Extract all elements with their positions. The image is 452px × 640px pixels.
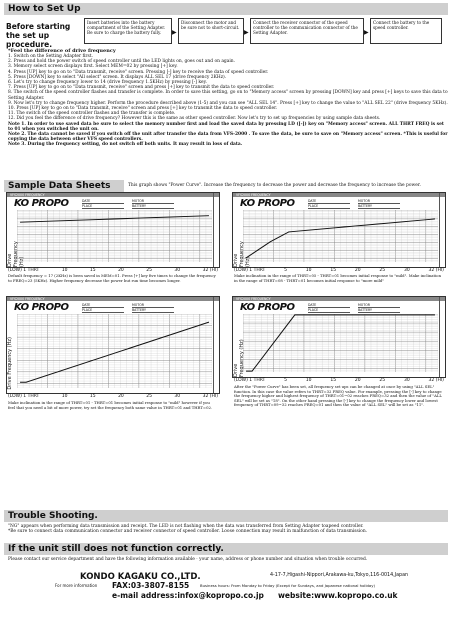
step-line: 12. Did you feel the difference of drive frequency? However this is the same as other speed controller. Now let's try to set up frequencies by using sample data sheets.: [8, 116, 381, 122]
motor-field: MOTOR: [132, 303, 174, 308]
sheet-header: VFS2000 FREQUENCY: [7, 297, 219, 301]
x-tick: 20: [118, 394, 124, 399]
before-label: Before starting the set up procedure.: [6, 22, 71, 49]
x-high-label: 32 (HI): [428, 268, 444, 273]
steps-block: [8, 48, 448, 148]
x-axis-4: [234, 378, 444, 383]
ko-propo-logo: KO PROPO: [14, 198, 69, 209]
company-name: KONDO KAGAKU CO.,LTD.: [80, 572, 201, 582]
step-line: 6. Let's try to change frequency lower to 14 (drive frequency 1.5KHz) by pressing [-] key.: [8, 80, 207, 86]
step-line: 9. Now let's try to change frequency higher. Perform the procedure described above (1-5) and you can see "ALL SEL 14". Press [+] key to change the value to "ALL SEL 22" (drive frequency 5KHz).: [8, 100, 448, 106]
step-box-2: Disconnect the motor and be sure not to short-circuit.: [178, 18, 244, 44]
feel-title: *Feel the difference of drive frequency: [8, 48, 116, 54]
y-axis-label: Drive Frequency (Hz): [7, 337, 13, 390]
x-tick: 25: [146, 268, 152, 273]
battery-field: BATTERY: [132, 308, 174, 313]
x-high-label: 32 (HI): [428, 378, 444, 383]
x-tick: 10: [305, 268, 312, 273]
website-link[interactable]: website:www.kopropo.co.uk: [278, 591, 398, 600]
step-line: 5. Press [DOWN] key to select "All select" screen. It displays ALL SEL 17 (drive frequency 2KHz).: [8, 74, 227, 80]
place-field: PLACE: [82, 308, 124, 313]
x-low-label: (LOW) 1 THRT: [8, 394, 40, 399]
x-axis-3: [8, 394, 218, 399]
battery-field: BATTERY: [358, 308, 400, 313]
x-low-label: (LOW) 1 THRT: [234, 268, 266, 273]
trouble-header: [4, 510, 448, 522]
chart-grid: [17, 210, 212, 262]
arrow-icon: ▶: [172, 29, 177, 36]
chart-sheet-1: [6, 192, 220, 268]
motor-field: MOTOR: [132, 199, 174, 204]
trouble-line: "NG" appears when performing data transmission and receipt. The LED is not flashing when the data was transferred from Setting Adapter toapeed controller.: [8, 524, 364, 529]
sample-header: [4, 180, 124, 192]
caption-3: Make inclination in the range of THRT=01 - THRT=01 becomes initial response to "mild" however if you feel that you need a bit of more power, try set the frequency both same value in THRT=01 and THRT=02.: [8, 400, 213, 410]
caption-4: After the "Power Curve" has been set, all frequency set ups can be changed at once by using "ALL SEL" function. In this case the value refers to THRT=32 FREQ value. For example, pressing the [-] key to change the frequency higher and highest frequency of THRT=01~02 reaches FREQ=32 and then the value of "ALL SEL" will be set as "18". On the other hand pressing the [-] key to change the frequency lower and lowest frequency of THRT=09~32 reaches FREQ=01 and then the value of "ALL SEL" will be set as "11".: [234, 384, 442, 408]
trouble-title: Trouble Shooting.: [8, 511, 98, 521]
x-tick: 15: [89, 394, 96, 399]
ko-propo-logo: KO PROPO: [14, 302, 69, 313]
chart-sheet-4: [232, 296, 446, 378]
howto-title: How to Set Up: [8, 4, 81, 14]
fax-number: FAX:03-3807-8155: [112, 581, 190, 590]
x-high-label: 32 (HI): [202, 268, 218, 273]
step-box-3: Connect the receiver connector of the speed controller to the communication connector of the Setting Adapter.: [250, 18, 364, 44]
freq-side-scale: [213, 193, 219, 267]
freq-side-scale: [439, 193, 445, 267]
x-tick: 25: [379, 378, 386, 383]
business-hours: Business hours: From Monday to Friday (Except for Sundays, and Japanese national holiday): [200, 583, 375, 588]
x-tick: 30: [174, 394, 181, 399]
motor-field: MOTOR: [358, 303, 400, 308]
x-tick: 25: [379, 268, 386, 273]
contact-header: [4, 543, 448, 555]
x-tick: 25: [146, 394, 152, 399]
x-tick: 20: [118, 268, 124, 273]
x-tick: 20: [354, 378, 361, 383]
step-box-4: Connect the battery to the speed controller.: [370, 18, 442, 44]
sheet-header: VFS2000 FREQUENCY: [233, 297, 445, 301]
motor-field: MOTOR: [358, 199, 400, 204]
arrow-icon: ▶: [364, 29, 369, 36]
y-axis-label: Drive Frequency (Hz): [233, 339, 245, 377]
step-line: 10. Press [UP] key to go on to "Data transmit, receive" screen and press [+] key to transmit the data to speed controller.: [8, 106, 278, 112]
step-line: 4. Press [UP] key to go on to "Data transmit, receive" screen. Pressing [-] key to receive the data of speed controller.: [8, 69, 269, 75]
trouble-block: [8, 524, 448, 534]
sheet-header: VFS2000 FREQUENCY: [7, 193, 219, 197]
chart-sheet-3: [6, 296, 220, 394]
battery-field: BATTERY: [358, 204, 400, 209]
company-address: 4-17-7,Higashi-Nippori,Arakawa-ku,Tokyo,116-0014,Japan: [270, 573, 409, 578]
contact-title: If the unit still does not function correctly.: [8, 544, 224, 554]
step-line: 7. Press [UP] key to go on to "Data transmit, receive" screen and press [+] key to transmit the data to speed controller.: [8, 85, 275, 91]
x-tick: 10: [61, 268, 68, 273]
date-field: DATE: [82, 199, 124, 204]
contact-line: Please contact our service department and have the following information available · your name, address or phone number and situation when trouble occurred.: [8, 557, 368, 562]
company-footer: [0, 568, 452, 628]
step-box-1: Insert batteries into the battery compartment of the Setting Adapter. Be sure to charge the battery fully.: [84, 18, 172, 44]
sample-intro: This graph shows "Power Curve". Increase the frequency to decrease the power and decrease the frequency to increase the power.: [128, 183, 421, 188]
ko-propo-logo: KO PROPO: [240, 302, 295, 313]
date-field: DATE: [308, 303, 350, 308]
chart-sheet-2: [232, 192, 446, 268]
step-line: 11. The switch of the speed controller flashes and the transfer is complete.: [8, 111, 176, 117]
note-line: Note 2. The data cannot be saved if you switch off the unit after transfer the data from VFS-2000 . To save the data, be sure to save on "Memory access" screen. *This is useful for copying the data between other VFS speed controllers.: [8, 132, 448, 143]
date-field: DATE: [82, 303, 124, 308]
step-line: 3. Memory select screen displays first. Select MEM=02 by pressing [+] key.: [8, 64, 178, 70]
caption-2: Make inclination in the range of THRT=05 - THRT=01 becomes initial response to "mild". Make inclination in the range of THRT=08 - THRT=01 becomes initial response to "more mild": [234, 273, 442, 283]
step-line: 8. The switch of the speed controller flashes and transfer is complete. In order to save this setting, go on to "Memory access" screen by pressing [DOWN] key and press [+] keys to save this data to Setting Adapter.: [8, 90, 448, 101]
x-tick: 10: [61, 394, 68, 399]
note-line: Note 3. During the frequency setting, do not switch off both units. It may result in loss of data.: [8, 142, 243, 148]
x-tick: 20: [354, 268, 361, 273]
chart-grid: [243, 210, 438, 262]
x-tick: 30: [403, 268, 410, 273]
place-field: PLACE: [82, 204, 124, 209]
trouble-line: *Be sure to connect data communication connector and receiver connector of speed controller. Loose connection may result in malfunction of data transmission.: [8, 529, 368, 535]
howto-header: [4, 3, 448, 15]
sheet-header: VFS2000 FREQUENCY: [233, 193, 445, 197]
note-line: Note 1. In order to use saved data be sure to select the memory number first and load the saved data by pressing LD ([-]) key on "Memory access" screen. ALL THRT FREQ is set to 01 when you switched the unit on.: [8, 121, 444, 132]
arrow-icon: ▶: [244, 29, 249, 36]
email-link[interactable]: e-mail address:infox@kopropo.co.jp: [112, 591, 264, 600]
ko-propo-logo: KO PROPO: [240, 198, 295, 209]
x-tick: 15: [330, 268, 337, 273]
x-tick: 10: [305, 378, 312, 383]
x-tick: 15: [330, 378, 337, 383]
battery-field: BATTERY: [132, 204, 174, 209]
freq-side-scale: [439, 297, 445, 377]
x-tick: 30: [174, 268, 181, 273]
x-high-label: 32 (HI): [202, 394, 218, 399]
step-line: 1. Switch on the Setting Adapter first.: [8, 54, 93, 59]
date-field: DATE: [308, 199, 350, 204]
x-tick: 15: [89, 268, 96, 273]
x-low-label: (LOW) 1 THRT: [8, 268, 40, 273]
x-tick: 30: [403, 378, 410, 383]
place-field: PLACE: [308, 204, 350, 209]
freq-side-scale: [213, 297, 219, 393]
chart-grid: [243, 314, 438, 372]
x-tick: 5: [284, 378, 287, 383]
more-info-label: For more information: [55, 583, 98, 588]
x-low-label: (LOW) 1 THRT: [234, 378, 266, 383]
chart-grid: [17, 314, 212, 388]
caption-1: Default frequency = 17 (2KHz) is been saved in MEM=01. Press [+] key five times to change the frequency to FREQ=23 (5KHz). Higher frequency decrease the power but run time becomes longer.: [8, 273, 216, 283]
x-tick: 5: [284, 268, 287, 273]
y-axis-label: Drive Frequency (Hz): [7, 241, 25, 267]
sample-title: Sample Data Sheets: [8, 181, 111, 191]
step-line: 2. Press and hold the power switch of speed controller until the LED lights on, goes out and on again.: [8, 59, 235, 65]
y-axis-label: Drive Frequency (Hz): [233, 241, 251, 267]
place-field: PLACE: [308, 308, 350, 313]
